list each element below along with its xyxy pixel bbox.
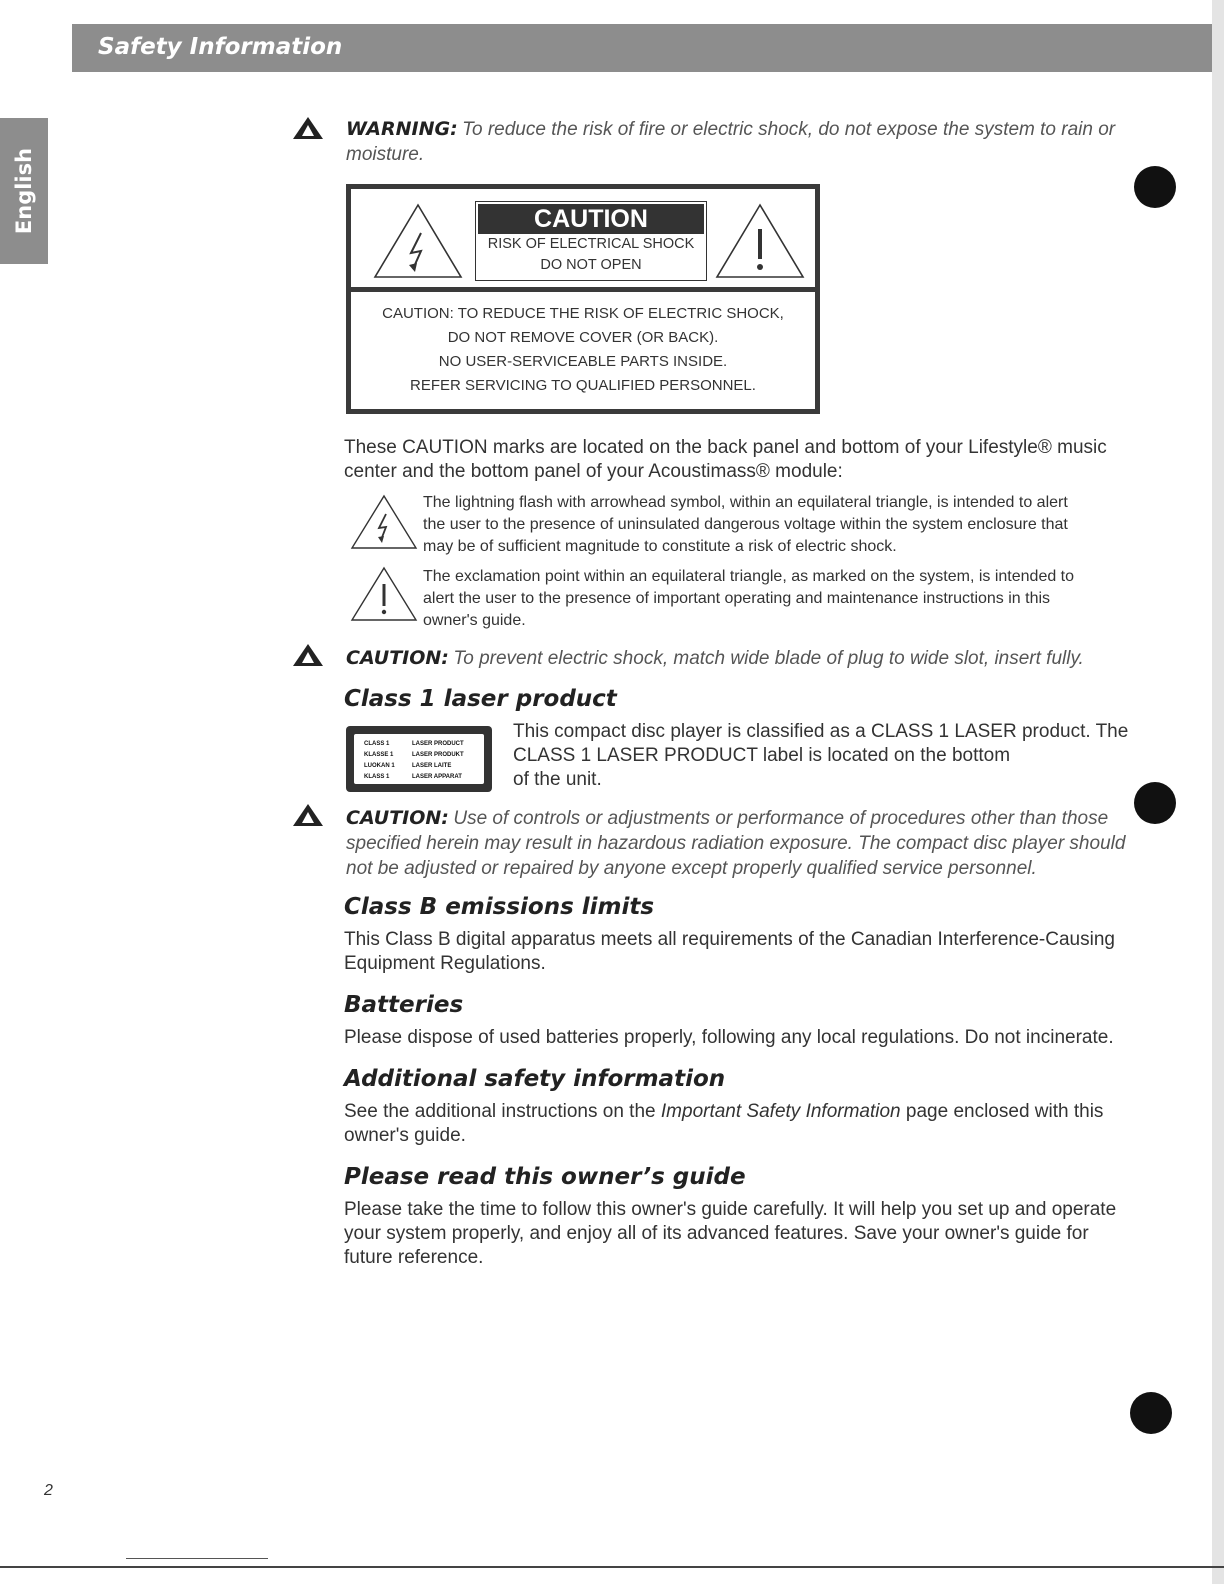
additional-heading: Additional safety information — [344, 1066, 726, 1092]
caution-marks-intro — [344, 436, 1164, 484]
caution-box-sub2: DO NOT OPEN — [540, 257, 642, 273]
caution-box-heading: CAUTION — [478, 204, 704, 234]
batteries-text: Please dispose of used batteries properly, following any local regulations. Do not incinerate. — [344, 1027, 1114, 1048]
explanation-line: the user to the presence of uninsulated dangerous voltage within the system enclosure that — [423, 516, 1068, 533]
laser-line: This compact disc player is classified as a CLASS 1 LASER product. The — [513, 721, 1129, 742]
additional-pre: See the additional instructions on the — [344, 1101, 661, 1122]
laser-label-cell: LASER APPARAT — [412, 774, 462, 780]
exclamation-triangle-icon — [713, 201, 807, 281]
laser-caution-label: CAUTION: — [346, 807, 449, 829]
additional-emphasis: Important Safety Information — [660, 1101, 901, 1122]
laser-line: CLASS 1 LASER PRODUCT label is located on the bottom — [513, 745, 1011, 766]
laser-caution-line: Use of controls or adjustments or performance of procedures other than those — [453, 808, 1109, 829]
intro-line: center and the bottom panel of your Acoustimass® module: — [344, 461, 843, 482]
read-guide-line: Please take the time to follow this owner's guide carefully. It will help you set up and operate — [344, 1199, 1117, 1220]
warning-body: To reduce the risk of fire or electric shock, do not expose the system to rain or — [462, 119, 1116, 140]
scan-bottom-edge — [0, 1566, 1224, 1568]
caution-label-box — [346, 184, 820, 414]
section-header-bar — [72, 24, 1224, 72]
read-guide-line: future reference. — [344, 1247, 484, 1268]
scan-edge-mark — [126, 1558, 268, 1559]
laser-label-cell: LASER PRODUCT — [412, 741, 464, 747]
binder-hole-top — [1134, 166, 1176, 208]
additional-text — [344, 1100, 1164, 1148]
laser-label-cell: LASER LAITE — [412, 763, 452, 769]
laser-heading: Class 1 laser product — [344, 686, 617, 712]
laser-caution-line: specified herein may result in hazardous radiation exposure. The compact disc player should — [346, 833, 1126, 854]
exclamation-triangle-small-icon — [350, 566, 418, 622]
plug-caution-text: To prevent electric shock, match wide blade of plug to wide slot, insert fully. — [453, 648, 1084, 669]
read-guide-heading: Please read this owner’s guide — [344, 1164, 746, 1190]
laser-label-cell: LASER PRODUKT — [412, 752, 464, 758]
intro-line: These CAUTION marks are located on the back panel and bottom of your Lifestyle® music — [344, 437, 1107, 458]
emissions-text — [344, 928, 1164, 976]
laser-product-label-image — [346, 726, 492, 792]
caution-box-line: DO NOT REMOVE COVER (OR BACK). — [447, 329, 719, 346]
lightning-triangle-icon — [371, 201, 465, 281]
laser-caution-line: not be adjusted or repaired by anyone except properly qualified service personnel. — [346, 858, 1037, 879]
explanation-line: owner's guide. — [423, 612, 526, 629]
page-title: Safety Information — [98, 34, 343, 60]
lightning-explanation — [423, 492, 1163, 558]
language-tab-label: English — [12, 147, 36, 235]
warning-label: WARNING: — [346, 118, 458, 140]
explanation-line: The lightning flash with arrowhead symbol, within an equilateral triangle, is intended to alert — [423, 494, 1068, 511]
caution-box-line: REFER SERVICING TO QUALIFIED PERSONNEL. — [410, 377, 756, 394]
emissions-line: Equipment Regulations. — [344, 953, 546, 974]
caution-box-line: CAUTION: TO REDUCE THE RISK OF ELECTRIC SHOCK, — [382, 305, 784, 322]
laser-label-cell: KLASSE 1 — [364, 752, 394, 758]
read-guide-text — [344, 1198, 1164, 1270]
warning-body-cont: moisture. — [346, 144, 425, 165]
explanation-line: The exclamation point within an equilateral triangle, as marked on the system, is intended to — [423, 568, 1075, 585]
additional-post: page enclosed with this — [900, 1101, 1104, 1122]
laser-description — [513, 720, 1163, 792]
plug-caution — [346, 646, 1146, 672]
exclamation-explanation — [423, 566, 1163, 632]
caution-box-top — [351, 189, 815, 287]
binder-hole-bottom — [1130, 1392, 1172, 1434]
warning-triangle-icon — [292, 803, 324, 827]
lightning-triangle-small-icon — [350, 494, 418, 550]
laser-line: of the unit. — [513, 769, 602, 790]
warning-text — [346, 117, 1146, 168]
laser-label-cell: CLASS 1 — [364, 741, 390, 747]
warning-triangle-icon — [292, 116, 324, 140]
emissions-line: This Class B digital apparatus meets all requirements of the Canadian Interference-Causing — [344, 929, 1115, 950]
laser-label-cell: KLASS 1 — [364, 774, 390, 780]
caution-box-center — [475, 201, 707, 281]
page-number: 2 — [44, 1482, 53, 1499]
emissions-heading: Class B emissions limits — [344, 894, 655, 920]
language-tab — [0, 118, 48, 264]
page-edge — [1212, 0, 1224, 1584]
additional-line2: owner's guide. — [344, 1125, 466, 1146]
explanation-line: alert the user to the presence of important operating and maintenance instructions in this — [423, 590, 1051, 607]
caution-box-sub1: RISK OF ELECTRICAL SHOCK — [487, 236, 695, 252]
warning-triangle-icon — [292, 643, 324, 667]
laser-label-inner — [354, 734, 484, 784]
laser-label-cell: LUOKAN 1 — [364, 763, 395, 769]
batteries-heading: Batteries — [344, 992, 464, 1018]
explanation-line: may be of sufficient magnitude to constitute a risk of electric shock. — [423, 538, 897, 555]
caution-box-line: NO USER-SERVICEABLE PARTS INSIDE. — [438, 353, 728, 370]
plug-caution-label: CAUTION: — [346, 647, 449, 669]
caution-box-bottom — [351, 292, 815, 409]
laser-caution — [346, 806, 1156, 882]
read-guide-line: your system properly, and enjoy all of its advanced features. Save your owner's guide for — [344, 1223, 1089, 1244]
